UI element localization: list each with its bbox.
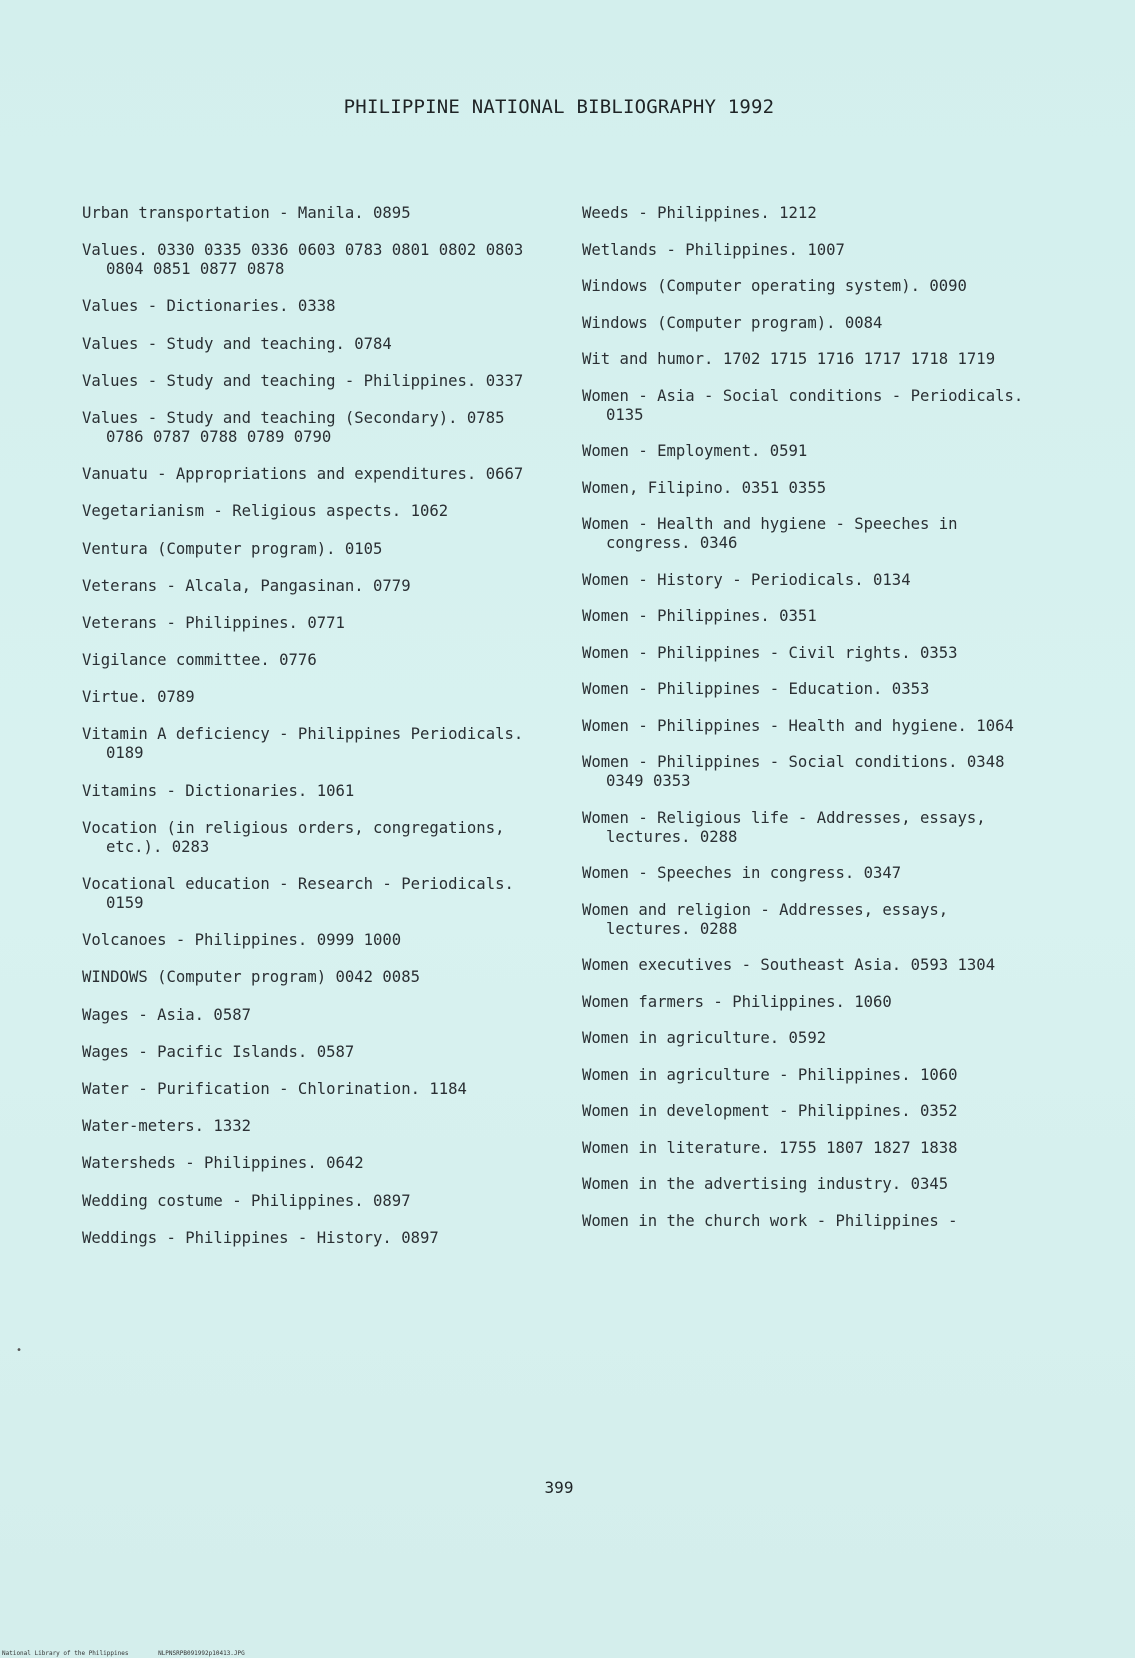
scan-speck: •	[16, 1345, 23, 1356]
index-entry: Vitamin A deficiency - Philippines Periodicals. 0189	[82, 725, 524, 763]
index-entry: Veterans - Alcala, Pangasinan. 0779	[82, 576, 411, 595]
index-entry: Water - Purification - Chlorination. 1184	[82, 1079, 467, 1098]
index-entry: Vocational education - Research - Periodicals. 0159	[82, 875, 514, 912]
index-entry: Urban transportation - Manila. 0895	[82, 204, 411, 222]
index-entry: Vegetarianism - Religious aspects. 1062	[82, 502, 449, 521]
index-entry: Wages - Asia. 0587	[82, 1005, 251, 1024]
index-entry: Wedding costume - Philippines. 0897	[82, 1191, 411, 1210]
index-entry: Vigilance committee. 0776	[82, 651, 317, 670]
index-entry: Values - Study and teaching (Secondary). 0785 0786 0787 0788 0789 0790	[82, 408, 505, 446]
index-entry: Women in development - Philippines. 0352	[582, 1102, 958, 1120]
index-entry: Women farmers - Philippines. 1060	[582, 992, 892, 1011]
index-entry: Values - Study and teaching. 0784	[82, 334, 392, 353]
page-title: PHILIPPINE NATIONAL BIBLIOGRAPHY 1992	[343, 96, 775, 118]
index-entry: Weddings - Philippines - History. 0897	[82, 1228, 439, 1247]
index-entry: Vitamins - Dictionaries. 1061	[82, 781, 355, 800]
index-entry: Women in the church work - Philippines -	[582, 1211, 958, 1230]
index-entry: Values. 0330 0335 0336 0603 0783 0801 0802 0803 0804 0851 0877 0878	[82, 241, 524, 279]
file-name: NLPNSRPB091992p10413.JPG	[158, 1650, 245, 1657]
index-entry: Women - Religious life - Addresses, essays, lectures. 0288	[582, 808, 986, 846]
index-entry: Virtue. 0789	[82, 688, 195, 707]
index-entry: Women in literature. 1755 1807 1827 1838	[582, 1138, 958, 1157]
index-entry: Water-meters. 1332	[82, 1117, 251, 1136]
index-entry: Values - Dictionaries. 0338	[82, 297, 336, 316]
index-entry: Women - Philippines. 0351	[582, 607, 817, 625]
index-entry: Wetlands - Philippines. 1007	[582, 240, 845, 259]
index-entry: Women - Employment. 0591	[582, 442, 808, 460]
index-entry: Women in agriculture. 0592	[582, 1029, 827, 1047]
index-entry: Women - Asia - Social conditions - Periodicals. 0135	[582, 386, 1024, 424]
index-entry: Women - Health and hygiene - Speeches in congress. 0346	[582, 515, 958, 552]
scan-footer	[2, 1650, 271, 1657]
index-entry: Vanuatu - Appropriations and expenditures. 0667	[82, 465, 524, 484]
index-entry: Windows (Computer operating system). 0090	[582, 277, 967, 295]
index-entry: Women - Philippines - Health and hygiene. 1064	[582, 716, 1014, 735]
index-entry: Watersheds - Philippines. 0642	[82, 1154, 364, 1173]
index-entry: WINDOWS (Computer program) 0042 0085	[82, 968, 420, 987]
page-number: 399	[544, 1478, 574, 1497]
index-entry: Volcanoes - Philippines. 0999 1000	[82, 931, 402, 950]
index-entry: Ventura (Computer program). 0105	[82, 539, 383, 558]
index-entry: Women - Philippines - Education. 0353	[582, 680, 930, 698]
index-entry: Women - Philippines - Social conditions. 0348 0349 0353	[582, 753, 1005, 790]
index-entry: Women - Philippines - Civil rights. 0353	[582, 643, 958, 662]
index-entry: Windows (Computer program). 0084	[582, 313, 883, 332]
index-entry: Veterans - Philippines. 0771	[82, 613, 345, 632]
left-column	[82, 204, 542, 1266]
index-entry: Women in the advertising industry. 0345	[582, 1175, 949, 1193]
index-entry: Vocation (in religious orders, congregations, etc.). 0283	[82, 818, 505, 856]
index-entry: Wages - Pacific Islands. 0587	[82, 1042, 355, 1061]
index-entry: Women - History - Periodicals. 0134	[582, 570, 911, 589]
library-name: National Library of the Philippines	[2, 1650, 129, 1657]
index-entry: Wit and humor. 1702 1715 1716 1717 1718 1719	[582, 350, 996, 368]
index-entry: Women and religion - Addresses, essays, lectures. 0288	[582, 900, 949, 938]
right-column	[582, 204, 1042, 1248]
index-entry: Women executives - Southeast Asia. 0593 1304	[582, 956, 996, 974]
index-entry: Women - Speeches in congress. 0347	[582, 864, 902, 882]
index-entry: Women in agriculture - Philippines. 1060	[582, 1065, 958, 1084]
index-entry: Weeds - Philippines. 1212	[582, 204, 817, 222]
index-entry: Women, Filipino. 0351 0355	[582, 478, 827, 497]
index-entry: Values - Study and teaching - Philippines. 0337	[82, 371, 524, 390]
